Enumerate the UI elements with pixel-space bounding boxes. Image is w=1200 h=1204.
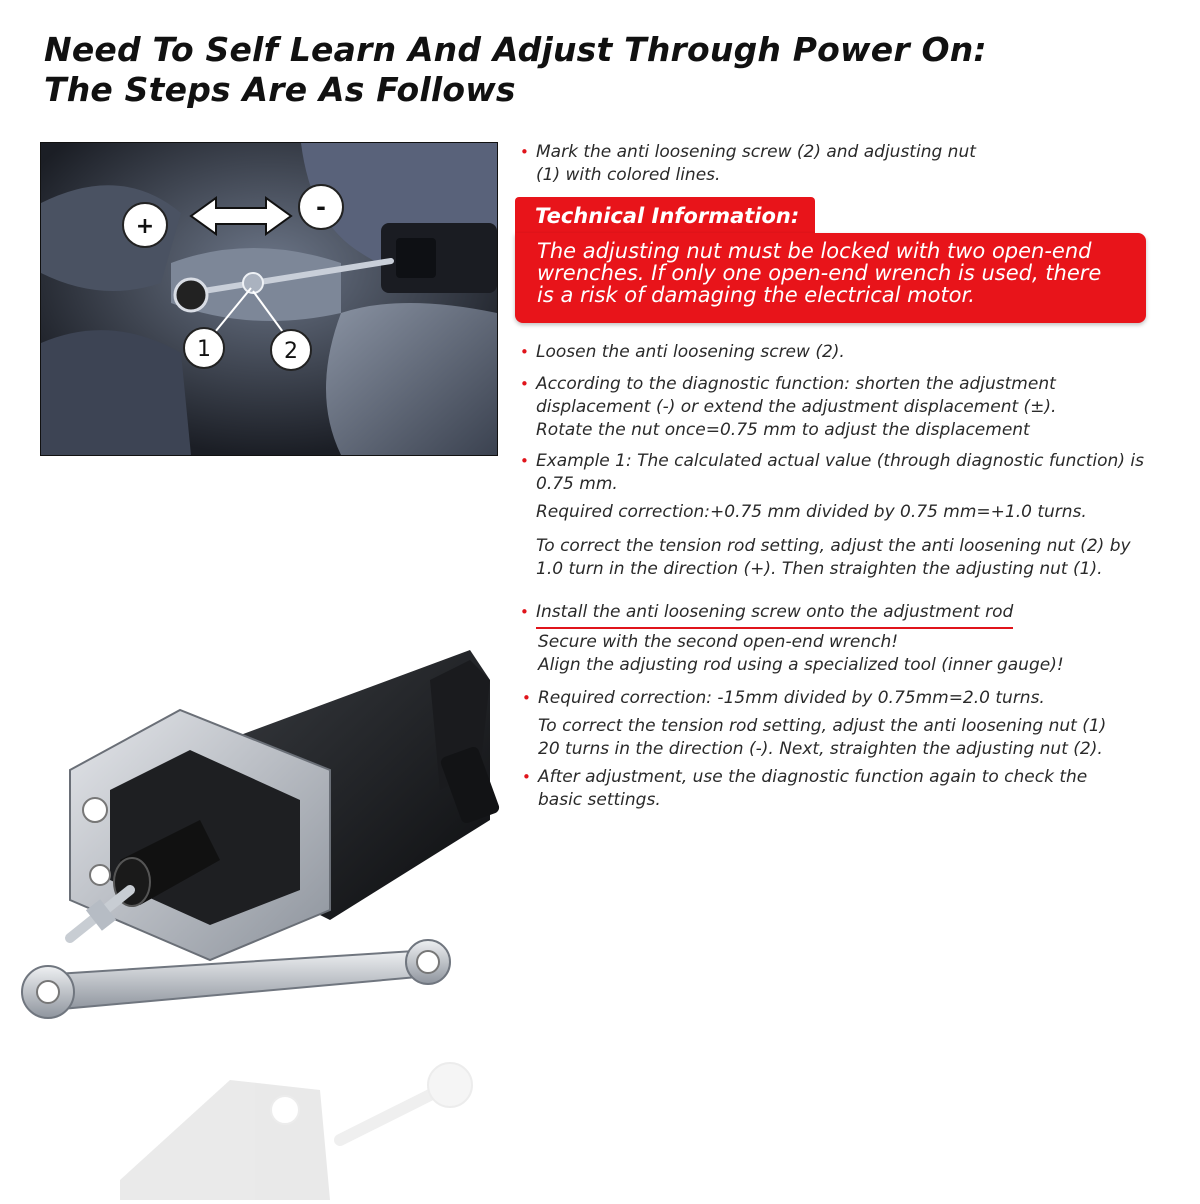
required-correction-1 bbox=[518, 501, 1087, 524]
step-text: Example 1: The calculated actual value (through diagnostic function) is bbox=[536, 451, 1144, 471]
title-line-1: Need To Self Learn And Adjust Through Power On: bbox=[44, 30, 987, 69]
step-text: 0.75 mm. bbox=[536, 474, 618, 494]
step-text: To correct the tension rod setting, adjust the anti loosening nut (2) by bbox=[536, 536, 1131, 556]
step-loosen-screw bbox=[518, 341, 845, 364]
step-mark-lines bbox=[518, 141, 976, 187]
bullet-icon: • bbox=[520, 343, 529, 361]
step-text: Loosen the anti loosening screw (2). bbox=[536, 342, 845, 362]
step-text: 20 turns in the direction (-). Next, straighten the adjusting nut (2). bbox=[538, 739, 1103, 759]
step-text: To correct the tension rod setting, adjust the anti loosening nut (1) bbox=[538, 716, 1107, 736]
bullet-icon: • bbox=[522, 768, 531, 786]
bullet-icon: • bbox=[522, 689, 531, 707]
step-text: Mark the anti loosening screw (2) and adjusting nut bbox=[536, 142, 976, 162]
engine-illustration bbox=[41, 143, 497, 455]
step-required-correction-2 bbox=[520, 687, 1045, 710]
tension-rod-instruction-1 bbox=[518, 535, 1131, 581]
bullet-icon: • bbox=[520, 143, 529, 161]
tech-info-line: is a risk of damaging the electrical motor. bbox=[537, 283, 975, 307]
step-text: Rotate the nut once=0.75 mm to adjust the displacement bbox=[536, 420, 1030, 440]
tech-info-text bbox=[537, 240, 1137, 306]
step-example-1 bbox=[518, 450, 1144, 496]
title-line-2: The Steps Are As Follows bbox=[44, 70, 516, 109]
step-text: Required correction: -15mm divided by 0.75mm=2.0 turns. bbox=[538, 688, 1045, 708]
callout-2: 2 bbox=[284, 339, 298, 364]
tech-info-line: wrenches. If only one open-end wrench is used, there bbox=[537, 261, 1102, 285]
step-diagnostic-function bbox=[518, 373, 1056, 442]
step-after-adjustment bbox=[520, 766, 1087, 812]
step-install-screw bbox=[518, 601, 1013, 629]
step-text: 1.0 turn in the direction (+). Then straighten the adjusting nut (1). bbox=[536, 559, 1103, 579]
tech-info-label: Technical Information: bbox=[535, 204, 800, 228]
step-text: displacement (-) or extend the adjustment displacement (±). bbox=[536, 397, 1057, 417]
bullet-icon: • bbox=[520, 603, 529, 621]
callout-1: 1 bbox=[197, 337, 211, 362]
page-title bbox=[44, 30, 987, 110]
step-text: Install the anti loosening screw onto the adjustment rod bbox=[536, 601, 1013, 629]
install-notes bbox=[520, 631, 1064, 677]
step-text: Align the adjusting rod using a specialized tool (inner gauge)! bbox=[538, 655, 1064, 675]
step-text: basic settings. bbox=[538, 790, 661, 810]
engine-photo bbox=[40, 142, 498, 456]
callout-minus: - bbox=[316, 193, 326, 221]
tension-rod-instruction-2 bbox=[520, 715, 1106, 761]
bullet-icon: • bbox=[520, 375, 529, 393]
step-text: According to the diagnostic function: shorten the adjustment bbox=[536, 374, 1056, 394]
actuator-illustration bbox=[0, 620, 520, 1200]
bullet-icon: • bbox=[520, 452, 529, 470]
callout-plus: + bbox=[135, 214, 155, 239]
tech-info-line: The adjusting nut must be locked with two open-end bbox=[537, 239, 1092, 263]
actuator-product-photo bbox=[0, 620, 520, 1200]
step-text: After adjustment, use the diagnostic function again to check the bbox=[538, 767, 1088, 787]
step-text: (1) with colored lines. bbox=[536, 165, 721, 185]
step-text: Secure with the second open-end wrench! bbox=[538, 632, 899, 652]
step-text: Required correction:+0.75 mm divided by 0.75 mm=+1.0 turns. bbox=[536, 502, 1087, 522]
